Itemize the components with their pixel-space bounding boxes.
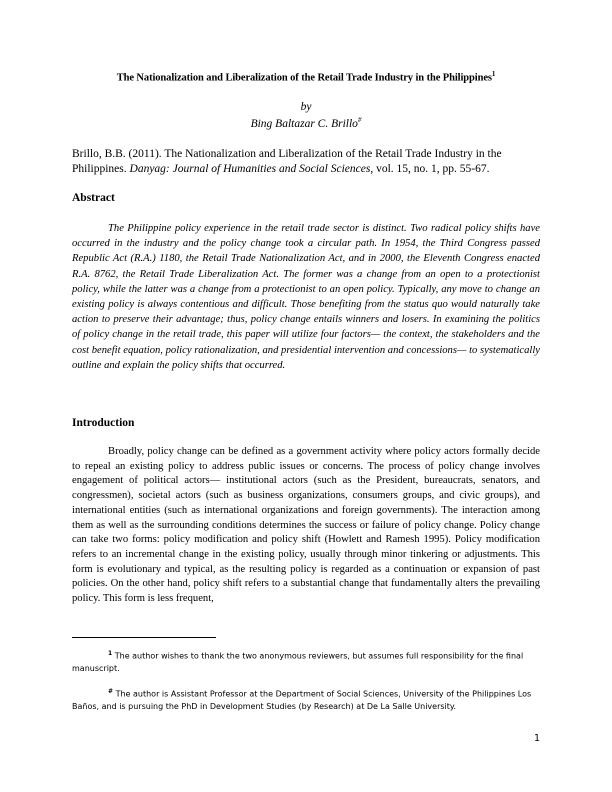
abstract-body: The Philippine policy experience in the retail trade sector is distinct. Two radical policy shifts have occurred in the industry and the policy change took a circular path. In 1954, the Third Congress passed Republic Act (R.A.) 1180, the Retail Trade Nationalization Act, and in 2000, the Eleventh Congress enacted R.A. 8762, the Retail Trade Liberalization Act. The former was a change from an open to a protectionist policy, while the latter was a change from a protectionist to an open policy. Typically, any move to change an existing policy is always contentious and difficult. Those benefiting from the status quo would naturally take action to preserve their advantage; thus, policy change entails winners and losers. In examining the politics of policy change in the retail trade, this paper will utilize four factors— the context, the stakeholders and the cost benefit equation, policy rationalization, and presidential intervention and concessions— to systematically outline and explain the policy shifts that occurred. [72, 223, 540, 371]
footnote-text: The author wishes to thank the two anonymous reviewers, but assumes full responsibility for the final manuscript. [72, 651, 524, 673]
author-text: Bing Baltazar C. Brillo [250, 117, 358, 130]
footnote [72, 686, 540, 713]
title-footnote-mark: 1 [491, 70, 496, 78]
author-footnote-mark: # [357, 116, 362, 124]
title-text: The Nationalization and Liberalization of the Retail Trade Industry in the Philippines [116, 72, 492, 84]
byline-by: by [300, 101, 312, 113]
footnote-mark: # [108, 688, 114, 695]
citation-journal: Danyag: Journal of Humanities and Social Sciences [129, 163, 371, 175]
footnote-divider [72, 637, 216, 638]
footnote [72, 648, 540, 675]
introduction-heading: Introduction [72, 417, 135, 429]
citation [72, 147, 540, 177]
footnote-mark: 1 [108, 650, 113, 657]
abstract-heading: Abstract [72, 192, 115, 204]
paper-title [72, 70, 540, 84]
page-number: 1 [533, 733, 540, 744]
introduction-body: Broadly, policy change can be defined as a government activity where policy actors formally decide to repeal an existing policy to address public issues or concerns. The process of policy change involves engagement of political actors— institutional actors (such as the President, bureaucrats, senators, and congressmen), societal actors (such as business organizations, consumers groups, and civic groups), and international entities (such as international organizations and foreign governments). The interaction among them as well as the surrounding conditions determines the success or failure of policy change. Policy change can take two forms: policy modification and policy shift (Howlett and Ramesh 1995). Policy modification refers to an incremental change in the existing policy, usually through minor tinkering or adjustments. This form is evolutionary and typical, as the resulting policy is regarded as a continuation or expansion of past policies. On the other hand, policy shift refers to a substantial change that fundamentally alters the prevailing policy. This form is less frequent, [72, 446, 540, 605]
citation-tail: , vol. 15, no. 1, pp. 55-67. [370, 163, 490, 175]
citation-lead: Brillo, B.B. (2011). The Nationalization and Liberalization of the Retail Trade Industry in the Philippines. [72, 148, 502, 175]
author-name [72, 116, 540, 130]
footnote-text: The author is Assistant Professor at the Department of Social Sciences, University of the Philippines Los Baños, and is pursuing the PhD in Development Studies (by Research) at De La Salle University. [72, 689, 532, 711]
